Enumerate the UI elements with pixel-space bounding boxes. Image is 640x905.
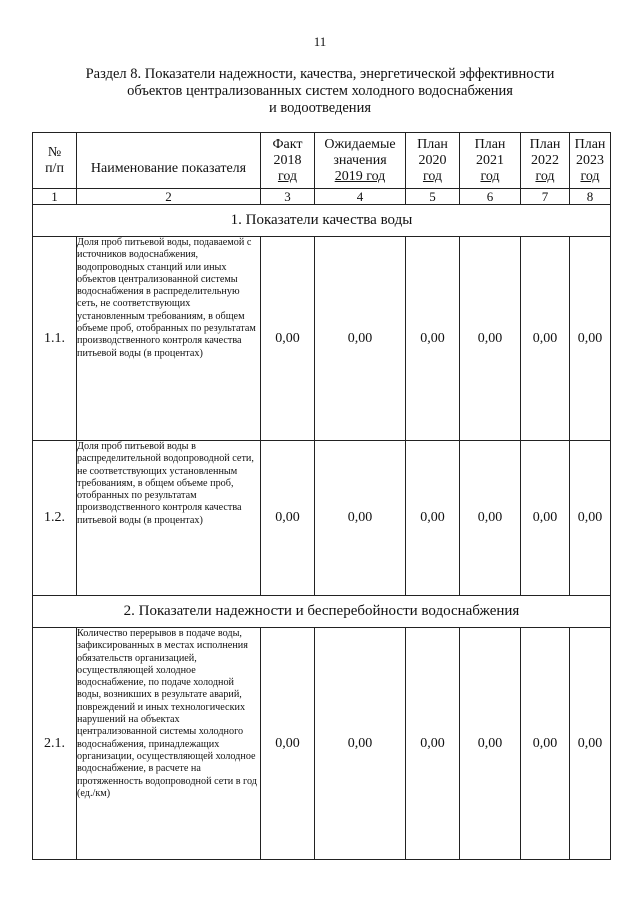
header-plan-2023 (570, 133, 611, 189)
value-plan-2020: 0,00 (406, 441, 460, 596)
column-number: 6 (460, 189, 521, 205)
indicator-name: Количество перерывов в подаче воды, зафиксированных в местах исполнения обязательств организацией, осуществляющей холодное водоснабжение, по подаче холодной воды, возникших в результате аварий, повреждений и иных технологических нарушений на объектах централизованной системы холодного водоснабжения, принадлежащих организации, осуществляющей холодное водоснабжение, в расчете на протяженность водопроводной сети в год (ед./км) (77, 628, 261, 860)
column-number: 7 (521, 189, 570, 205)
column-number: 2 (77, 189, 261, 205)
value-plan-2023: 0,00 (570, 237, 611, 441)
value-plan-2022: 0,00 (521, 237, 570, 441)
header-plan-2022 (521, 133, 570, 189)
header-plan-line: год (480, 168, 500, 184)
column-number: 4 (315, 189, 406, 205)
indicator-name: Доля проб питьевой воды в распределительной водопроводной сети, не соответствующих установленным требованиям, в общем объеме проб, отобранных по результатам производственного контроля качества питьевой воды (в процентах) (77, 441, 261, 596)
value-expected-2019: 0,00 (315, 628, 406, 860)
section-title-line: и водоотведения (269, 100, 371, 116)
header-plan-line: год (535, 168, 555, 184)
header-name-text: Наименование показателя (90, 160, 247, 176)
indicator-name: Доля проб питьевой воды, подаваемой с источников водоснабжения, водопроводных станций или иных объектов централизованной системы водоснабжения в распределительную сеть, не соответствующих установленным требованиям, в общем объеме проб, отобранных по результатам производственного контроля качества питьевой воды (в процентах) (77, 237, 261, 441)
value-fact-2018: 0,00 (261, 441, 315, 596)
value-fact-2018: 0,00 (261, 237, 315, 441)
value-plan-2020: 0,00 (406, 628, 460, 860)
header-plan-line: План (474, 136, 506, 152)
table-row (33, 237, 611, 441)
header-plan-line: План (574, 136, 606, 152)
header-num-line: п/п (45, 160, 64, 176)
header-fact-line: год (277, 168, 298, 184)
header-plan-line: План (529, 136, 561, 152)
header-plan-line: 2022 (531, 152, 559, 168)
column-number: 8 (570, 189, 611, 205)
header-plan-line: 2020 (418, 152, 447, 168)
header-plan-2020 (406, 133, 460, 189)
header-name (77, 133, 261, 189)
header-plan-2021 (460, 133, 521, 189)
indicators-table (32, 132, 611, 860)
header-plan-line: 2021 (476, 152, 504, 168)
row-number: 2.1. (33, 628, 77, 860)
section-title (40, 66, 600, 117)
column-number: 1 (33, 189, 77, 205)
header-expected (315, 133, 406, 189)
header-fact-line: 2018 (273, 152, 302, 168)
section-title-line: объектов централизованных систем холодного водоснабжения (127, 83, 513, 99)
value-expected-2019: 0,00 (315, 441, 406, 596)
value-plan-2021: 0,00 (460, 441, 521, 596)
value-plan-2022: 0,00 (521, 628, 570, 860)
header-num (33, 133, 77, 189)
value-plan-2023: 0,00 (570, 628, 611, 860)
group-heading: 1. Показатели качества воды (33, 205, 611, 237)
header-num-line: № (47, 144, 62, 160)
header-expected-line: 2019 год (334, 168, 386, 184)
header-fact-line: Факт (272, 136, 303, 152)
header-plan-line: год (580, 168, 600, 184)
header-expected-line: значения (333, 152, 387, 168)
table-row (33, 628, 611, 860)
page-number: 11 (313, 34, 327, 49)
header-plan-line: План (417, 136, 448, 152)
column-number-row (33, 189, 611, 205)
value-plan-2020: 0,00 (406, 237, 460, 441)
column-number: 5 (406, 189, 460, 205)
group-heading-row (33, 205, 611, 237)
row-number: 1.2. (33, 441, 77, 596)
header-expected-line: Ожидаемые (324, 136, 396, 152)
header-fact (261, 133, 315, 189)
header-plan-line: 2023 (576, 152, 604, 168)
table-row (33, 441, 611, 596)
value-plan-2022: 0,00 (521, 441, 570, 596)
header-row (33, 133, 611, 189)
value-plan-2021: 0,00 (460, 628, 521, 860)
group-heading-row (33, 596, 611, 628)
value-fact-2018: 0,00 (261, 628, 315, 860)
group-heading: 2. Показатели надежности и бесперебойности водоснабжения (33, 596, 611, 628)
row-number: 1.1. (33, 237, 77, 441)
value-expected-2019: 0,00 (315, 237, 406, 441)
section-title-line: Раздел 8. Показатели надежности, качества, энергетической эффективности (85, 66, 555, 82)
header-plan-line: год (422, 168, 443, 184)
value-plan-2021: 0,00 (460, 237, 521, 441)
column-number: 3 (261, 189, 315, 205)
value-plan-2023: 0,00 (570, 441, 611, 596)
